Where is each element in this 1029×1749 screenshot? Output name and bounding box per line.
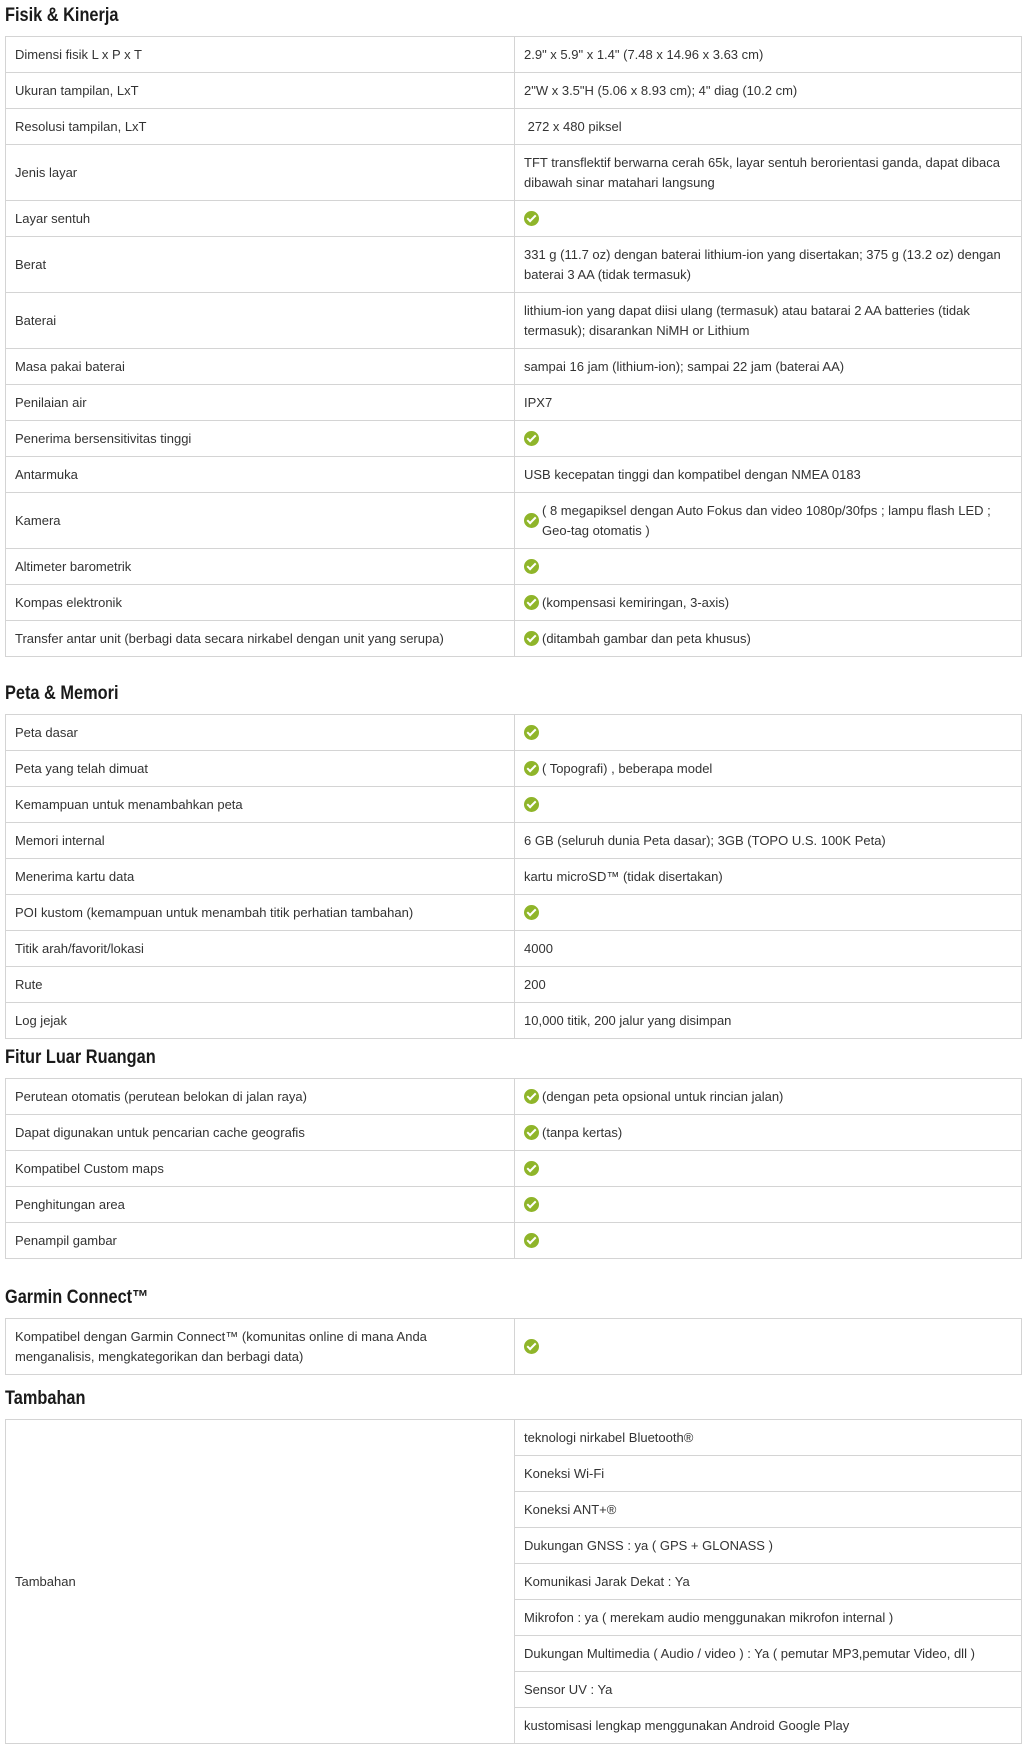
spec-row [6, 859, 1022, 895]
spec-row [6, 1187, 1022, 1223]
spec-value: teknologi nirkabel Bluetooth® [515, 1420, 1022, 1456]
check-circle-icon [524, 797, 539, 812]
spec-label: Kamera [6, 493, 515, 549]
spec-label: Penerima bersensitivitas tinggi [6, 421, 515, 457]
spec-value: kartu microSD™ (tidak disertakan) [515, 859, 1022, 895]
spec-row [6, 1420, 1022, 1456]
spec-row [6, 457, 1022, 493]
spec-value [515, 421, 1022, 457]
spec-label: Penghitungan area [6, 1187, 515, 1223]
spec-table-fisik [5, 36, 1022, 657]
spec-value: 272 x 480 piksel [515, 109, 1022, 145]
spec-label: Kompatibel Custom maps [6, 1151, 515, 1187]
spec-row [6, 385, 1022, 421]
check-circle-icon [524, 431, 539, 446]
spec-value [515, 1079, 1022, 1115]
spec-value [515, 201, 1022, 237]
spec-label: Baterai [6, 293, 515, 349]
section-title-garmin: Garmin Connect™ [5, 1287, 149, 1308]
spec-row [6, 37, 1022, 73]
spec-label: Dimensi fisik L x P x T [6, 37, 515, 73]
spec-row [6, 1223, 1022, 1259]
section-title-tambahan: Tambahan [5, 1388, 86, 1409]
spec-value: 10,000 titik, 200 jalur yang disimpan [515, 1003, 1022, 1039]
spec-value: kustomisasi lengkap menggunakan Android Google Play [515, 1708, 1022, 1744]
spec-label: Rute [6, 967, 515, 1003]
spec-row [6, 931, 1022, 967]
spec-row [6, 109, 1022, 145]
spec-row [6, 201, 1022, 237]
spec-row [6, 895, 1022, 931]
spec-label: Dapat digunakan untuk pencarian cache geografis [6, 1115, 515, 1151]
check-circle-icon [524, 1197, 539, 1212]
spec-value [515, 1151, 1022, 1187]
spec-label: Kompas elektronik [6, 585, 515, 621]
spec-row [6, 715, 1022, 751]
spec-table-fitur [5, 1078, 1022, 1259]
spec-row [6, 421, 1022, 457]
spec-row [6, 1079, 1022, 1115]
spec-row [6, 585, 1022, 621]
spec-value-text: (tanpa kertas) [542, 1124, 623, 1140]
spec-value [515, 585, 1022, 621]
spec-value: Sensor UV : Ya [515, 1672, 1022, 1708]
spec-label: POI kustom (kemampuan untuk menambah titik perhatian tambahan) [6, 895, 515, 931]
spec-label: Masa pakai baterai [6, 349, 515, 385]
spec-label: Ukuran tampilan, LxT [6, 73, 515, 109]
spec-row [6, 1319, 1022, 1375]
spec-label: Log jejak [6, 1003, 515, 1039]
spec-value: IPX7 [515, 385, 1022, 421]
spec-label: Layar sentuh [6, 201, 515, 237]
spec-value: 6 GB (seluruh dunia Peta dasar); 3GB (TOPO U.S. 100K Peta) [515, 823, 1022, 859]
check-circle-icon [524, 211, 539, 226]
spec-value: Koneksi ANT+® [515, 1492, 1022, 1528]
spec-row [6, 967, 1022, 1003]
spec-value: Komunikasi Jarak Dekat : Ya [515, 1564, 1022, 1600]
spec-label: Perutean otomatis (perutean belokan di jalan raya) [6, 1079, 515, 1115]
section-title-fitur: Fitur Luar Ruangan [5, 1047, 156, 1068]
spec-label: Peta yang telah dimuat [6, 751, 515, 787]
spec-row [6, 549, 1022, 585]
spec-label: Antarmuka [6, 457, 515, 493]
spec-value [515, 1115, 1022, 1151]
spec-label: Memori internal [6, 823, 515, 859]
spec-row [6, 73, 1022, 109]
spec-value: Mikrofon : ya ( merekam audio menggunakan mikrofon internal ) [515, 1600, 1022, 1636]
spec-row [6, 1115, 1022, 1151]
spec-row [6, 787, 1022, 823]
spec-label: Menerima kartu data [6, 859, 515, 895]
spec-row [6, 751, 1022, 787]
spec-value [515, 715, 1022, 751]
spec-value [515, 493, 1022, 549]
spec-row [6, 1003, 1022, 1039]
spec-table-peta [5, 714, 1022, 1039]
spec-value: sampai 16 jam (lithium-ion); sampai 22 jam (baterai AA) [515, 349, 1022, 385]
check-circle-icon [524, 1125, 539, 1140]
spec-value: USB kecepatan tinggi dan kompatibel dengan NMEA 0183 [515, 457, 1022, 493]
check-circle-icon [524, 725, 539, 740]
check-circle-icon [524, 1161, 539, 1176]
spec-value-text: (kompensasi kemiringan, 3-axis) [542, 594, 730, 610]
spec-label: Titik arah/favorit/lokasi [6, 931, 515, 967]
spec-value [515, 621, 1022, 657]
spec-label: Tambahan [6, 1420, 515, 1744]
spec-label: Penilaian air [6, 385, 515, 421]
spec-value: 2.9" x 5.9" x 1.4" (7.48 x 14.96 x 3.63 cm) [515, 37, 1022, 73]
spec-value [515, 549, 1022, 585]
check-circle-icon [524, 513, 539, 528]
spec-value: Koneksi Wi-Fi [515, 1456, 1022, 1492]
check-circle-icon [524, 905, 539, 920]
spec-value: Dukungan GNSS : ya ( GPS + GLONASS ) [515, 1528, 1022, 1564]
spec-value [515, 895, 1022, 931]
section-title-fisik: Fisik & Kinerja [5, 5, 119, 26]
spec-value: 331 g (11.7 oz) dengan baterai lithium-ion yang disertakan; 375 g (13.2 oz) dengan baterai 3 AA (tidak termasuk) [515, 237, 1022, 293]
spec-value [515, 751, 1022, 787]
check-circle-icon [524, 559, 539, 574]
spec-value: 200 [515, 967, 1022, 1003]
check-circle-icon [524, 1339, 539, 1354]
spec-row [6, 237, 1022, 293]
spec-label: Transfer antar unit (berbagi data secara nirkabel dengan unit yang serupa) [6, 621, 515, 657]
spec-label: Kompatibel dengan Garmin Connect™ (komunitas online di mana Anda menganalisis, mengkategorikan dan berbagi data) [6, 1319, 515, 1375]
spec-value: TFT transflektif berwarna cerah 65k, layar sentuh berorientasi ganda, dapat dibaca dibawah sinar matahari langsung [515, 145, 1022, 201]
spec-value [515, 1223, 1022, 1259]
spec-value: lithium-ion yang dapat diisi ulang (termasuk) atau batarai 2 AA batteries (tidak termasuk); disarankan NiMH or Lithium [515, 293, 1022, 349]
spec-row [6, 823, 1022, 859]
spec-label: Penampil gambar [6, 1223, 515, 1259]
spec-row [6, 293, 1022, 349]
spec-value [515, 1319, 1022, 1375]
spec-table-garmin [5, 1318, 1022, 1375]
spec-value-text: (ditambah gambar dan peta khusus) [542, 630, 751, 646]
spec-value: Dukungan Multimedia ( Audio / video ) : Ya ( pemutar MP3,pemutar Video, dll ) [515, 1636, 1022, 1672]
spec-label: Resolusi tampilan, LxT [6, 109, 515, 145]
spec-row [6, 1151, 1022, 1187]
spec-row [6, 145, 1022, 201]
spec-row [6, 621, 1022, 657]
spec-value: 2"W x 3.5"H (5.06 x 8.93 cm); 4" diag (10.2 cm) [515, 73, 1022, 109]
spec-value-text: ( Topografi) , beberapa model [542, 760, 713, 776]
spec-row [6, 349, 1022, 385]
spec-label: Jenis layar [6, 145, 515, 201]
spec-row [6, 493, 1022, 549]
check-circle-icon [524, 1233, 539, 1248]
spec-value [515, 1187, 1022, 1223]
spec-label: Berat [6, 237, 515, 293]
spec-value [515, 787, 1022, 823]
check-circle-icon [524, 595, 539, 610]
spec-table-tambahan [5, 1419, 1022, 1744]
spec-value: 4000 [515, 931, 1022, 967]
spec-value-text: (dengan peta opsional untuk rincian jalan) [542, 1088, 784, 1104]
spec-label: Kemampuan untuk menambahkan peta [6, 787, 515, 823]
spec-value-text: ( 8 megapiksel dengan Auto Fokus dan video 1080p/30fps ; lampu flash LED ; Geo-tag otomatis ) [542, 502, 991, 538]
spec-label: Altimeter barometrik [6, 549, 515, 585]
section-title-peta: Peta & Memori [5, 683, 119, 704]
check-circle-icon [524, 1089, 539, 1104]
check-circle-icon [524, 631, 539, 646]
spec-label: Peta dasar [6, 715, 515, 751]
check-circle-icon [524, 761, 539, 776]
